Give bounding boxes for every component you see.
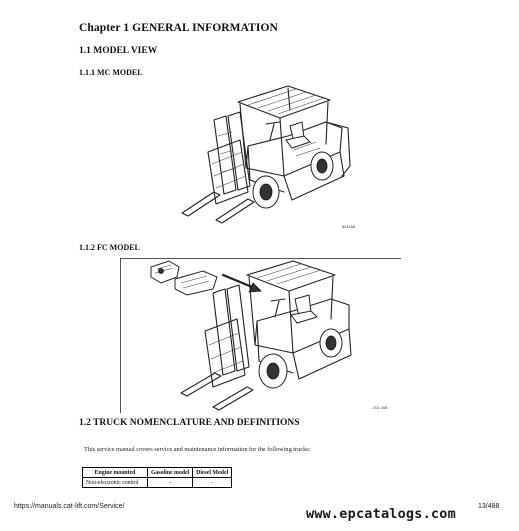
table-row bbox=[83, 478, 232, 488]
page-number: 13/488 bbox=[478, 503, 500, 510]
chapter-title: Chapter 1 GENERAL INFORMATION bbox=[79, 22, 278, 34]
subsection-heading-mc-model: 1.1.1 MC MODEL bbox=[79, 68, 143, 77]
watermark: www.epcatalogs.com bbox=[306, 506, 456, 522]
footer-url[interactable]: https://manuals.cat-lift.com/Service/ bbox=[14, 503, 125, 510]
table-header: Diesel Model bbox=[193, 468, 232, 478]
table-cell: - bbox=[193, 478, 232, 488]
table-header: Engine mounted bbox=[83, 468, 148, 478]
intro-paragraph: This service manual covers service and maintenance information for the following trucks: bbox=[84, 446, 311, 453]
section-heading-model-view: 1.1 MODEL VIEW bbox=[79, 46, 158, 56]
table-cell: Non-electronic control bbox=[83, 478, 148, 488]
section-heading-nomenclature: 1.2 TRUCK NOMENCLATURE AND DEFINITIONS bbox=[79, 418, 300, 428]
table-header: Gasoline model bbox=[148, 468, 193, 478]
fc-model-forklift-figure bbox=[120, 258, 401, 413]
subsection-heading-fc-model: 1.1.2 FC MODEL bbox=[79, 243, 140, 252]
table-header-row bbox=[83, 468, 232, 478]
figure-code-fc: 201 168 bbox=[373, 405, 388, 410]
fc-forklift-illustration bbox=[121, 259, 401, 413]
table-cell: - bbox=[148, 478, 193, 488]
figure-code-mc: 501168 bbox=[342, 224, 356, 229]
mc-model-forklift-figure bbox=[120, 80, 400, 236]
engine-model-table bbox=[82, 467, 232, 488]
mc-forklift-illustration bbox=[120, 80, 400, 236]
